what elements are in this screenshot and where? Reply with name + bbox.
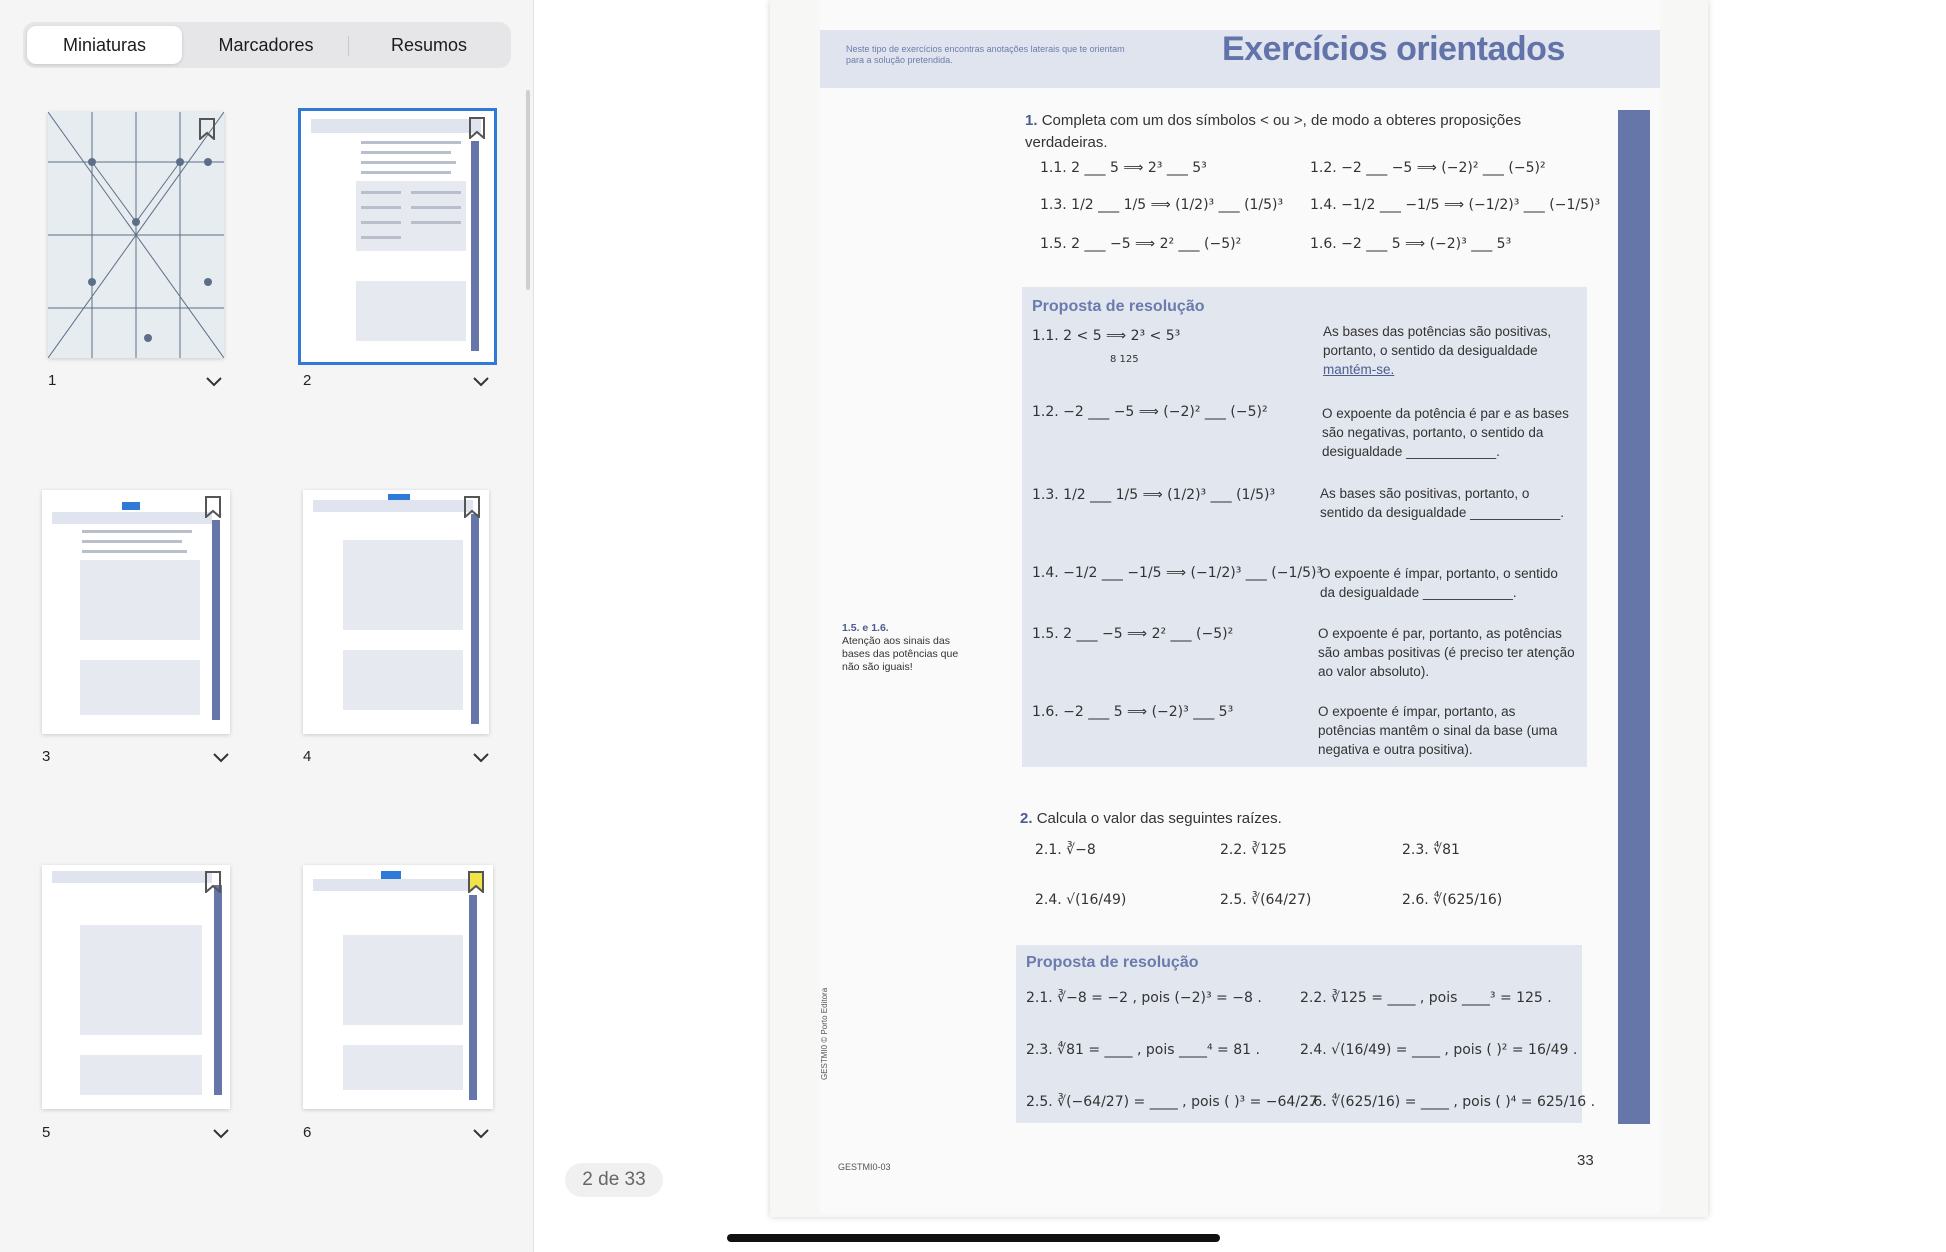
page-thumbnail-3[interactable] [42, 490, 230, 734]
page-side-bar [1618, 110, 1650, 1124]
res1-item: 1.4. −1/2 ___ −1/5 ⟹ (−1/2)³ ___ (−1/5)³ [1032, 565, 1323, 581]
page-preview [42, 865, 230, 1109]
res1-values: 8 125 [1110, 354, 1139, 365]
explanation-1-4: O expoente é ímpar, portanto, o sentido da desigualdade ____________. [1320, 566, 1558, 600]
res2-item: 2.4. √(16/49) = ____ , pois ( )² = 16/49 . [1300, 1042, 1578, 1058]
explanation-text: As bases das potências são positivas, portanto, o sentido da desigualdade [1323, 324, 1552, 358]
res1-item: 1.6. −2 ___ 5 ⟹ (−2)³ ___ 5³ [1032, 704, 1234, 720]
q1-item: 1.4. −1/2 ___ −1/5 ⟹ (−1/2)³ ___ (−1/5)³ [1310, 197, 1601, 213]
res2-item: 2.3. ∜81 = ____ , pois ____⁴ = 81 . [1026, 1042, 1260, 1058]
res2-item: 2.5. ∛(−64/27) = ____ , pois ( )³ = −64/27 . [1026, 1094, 1327, 1110]
copyright-text: GESTMI0 © Porto Editora [820, 987, 829, 1080]
page-thumbnail-4[interactable] [303, 490, 489, 734]
res2-item: 2.1. ∛−8 = −2 , pois (−2)³ = −8 . [1026, 990, 1262, 1006]
q2-item: 2.4. √(16/49) [1035, 892, 1127, 908]
sidebar-scrollbar[interactable] [526, 90, 530, 290]
page-thumbnail-6[interactable] [303, 865, 493, 1109]
thumbnail-sidebar [0, 0, 534, 1252]
bookmark-icon[interactable] [204, 871, 222, 898]
bookmark-icon[interactable] [463, 496, 481, 523]
explanation-1-2: O expoente da potência é par e as bases são negativas, portanto, o sentido da desigualdade ____________. [1322, 406, 1569, 459]
page-thumbnail-5[interactable] [42, 865, 230, 1109]
document-page [770, 0, 1708, 1217]
bookmark-icon[interactable] [468, 117, 486, 144]
question-2 [1020, 810, 1282, 827]
thumbnail-label-3: 3 [42, 748, 51, 765]
q1-item: 1.1. 2 ___ 5 ⟹ 2³ ___ 5³ [1040, 160, 1207, 176]
home-indicator[interactable] [727, 1234, 1220, 1242]
q1-item: 1.5. 2 ___ −5 ⟹ 2² ___ (−5)² [1040, 236, 1242, 252]
explanation-1-3: As bases são positivas, portanto, o sentido da desigualdade ____________. [1320, 486, 1564, 520]
page-preview [303, 490, 489, 734]
q1-item: 1.6. −2 ___ 5 ⟹ (−2)³ ___ 5³ [1310, 236, 1512, 252]
q2-item: 2.1. ∛−8 [1035, 842, 1096, 858]
q2-item: 2.2. ∛125 [1220, 842, 1287, 858]
tab-miniaturas[interactable]: Miniaturas [27, 26, 182, 64]
bookmark-icon[interactable] [467, 871, 485, 898]
explanation-1-5: O expoente é par, portanto, as potências são ambas positivas (é preciso ter atenção ao valor absoluto). [1318, 626, 1575, 679]
page-preview [303, 865, 493, 1109]
thumbnail-label-4: 4 [303, 748, 312, 765]
chevron-down-icon[interactable] [210, 1126, 232, 1142]
question-text: Calcula o valor das seguintes raízes. [1036, 810, 1282, 827]
thumbnail-label-6: 6 [303, 1124, 312, 1141]
segment-divider [348, 36, 349, 56]
page-preview [42, 490, 230, 734]
res1-item: 1.1. 2 < 5 ⟹ 2³ < 5³ [1032, 328, 1181, 344]
q2-item: 2.3. ∜81 [1402, 842, 1460, 858]
question-number: 1. [1025, 112, 1038, 129]
resolution-title: Proposta de resolução [1026, 954, 1199, 971]
chevron-down-icon[interactable] [470, 1126, 492, 1142]
page-thumbnail-2[interactable] [298, 108, 497, 365]
scanned-page [820, 0, 1660, 1214]
thumbnail-label-5: 5 [42, 1124, 51, 1141]
page-title: Exercícios orientados [1222, 30, 1565, 68]
margin-note [842, 622, 962, 674]
thumbnail-label-1: 1 [48, 372, 57, 389]
explanation-answer: mantém-se. [1323, 362, 1395, 377]
tab-resumos[interactable]: Resumos [390, 35, 468, 55]
explanation-1-1 [1323, 322, 1573, 379]
cover-pattern [48, 112, 224, 358]
explanation-1-6: O expoente é ímpar, portanto, as potências mantêm o sinal da base (uma negativa e outra positiva). [1318, 704, 1558, 757]
chevron-down-icon[interactable] [203, 374, 225, 390]
q1-item: 1.2. −2 ___ −5 ⟹ (−2)² ___ (−5)² [1310, 160, 1546, 176]
chevron-down-icon[interactable] [210, 750, 232, 766]
chevron-down-icon[interactable] [470, 750, 492, 766]
footer-code: GESTMI0-03 [838, 1162, 891, 1172]
header-note: Neste tipo de exercícios encontras anotações laterais que te orientam para a solução pretendida. [846, 44, 1125, 65]
page-thumbnail-1[interactable] [48, 112, 224, 358]
res2-item: 2.2. ∛125 = ____ , pois ____³ = 125 . [1300, 990, 1552, 1006]
chevron-down-icon[interactable] [470, 374, 492, 390]
q1-item: 1.3. 1/2 ___ 1/5 ⟹ (1/2)³ ___ (1/5)³ [1040, 197, 1284, 213]
bookmark-icon[interactable] [198, 118, 216, 145]
view-segmented-control [23, 22, 511, 68]
res1-item: 1.2. −2 ___ −5 ⟹ (−2)² ___ (−5)² [1032, 404, 1268, 420]
page-number: 33 [1577, 1152, 1594, 1169]
page-preview [301, 111, 494, 362]
q2-item: 2.6. ∜(625/16) [1402, 892, 1503, 908]
question-text: Completa com um dos símbolos < ou >, de modo a obteres proposições verdadeiras. [1025, 112, 1522, 151]
q2-item: 2.5. ∛(64/27) [1220, 892, 1312, 908]
res2-item: 2.6. ∜(625/16) = ____ , pois ( )⁴ = 625/16 . [1300, 1094, 1596, 1110]
question-1 [1025, 110, 1595, 154]
margin-note-text: Atenção aos sinais das bases das potências que não são iguais! [842, 635, 959, 673]
res1-item: 1.5. 2 ___ −5 ⟹ 2² ___ (−5)² [1032, 626, 1234, 642]
thumbnail-label-2: 2 [303, 372, 312, 389]
res1-item: 1.3. 1/2 ___ 1/5 ⟹ (1/2)³ ___ (1/5)³ [1032, 487, 1276, 503]
resolution-title: Proposta de resolução [1032, 298, 1205, 315]
bookmark-icon[interactable] [204, 496, 222, 523]
margin-note-ref: 1.5. e 1.6. [842, 622, 889, 634]
tab-marcadores[interactable]: Marcadores [218, 35, 314, 55]
question-number: 2. [1020, 810, 1033, 827]
page-indicator: 2 de 33 [565, 1163, 663, 1197]
